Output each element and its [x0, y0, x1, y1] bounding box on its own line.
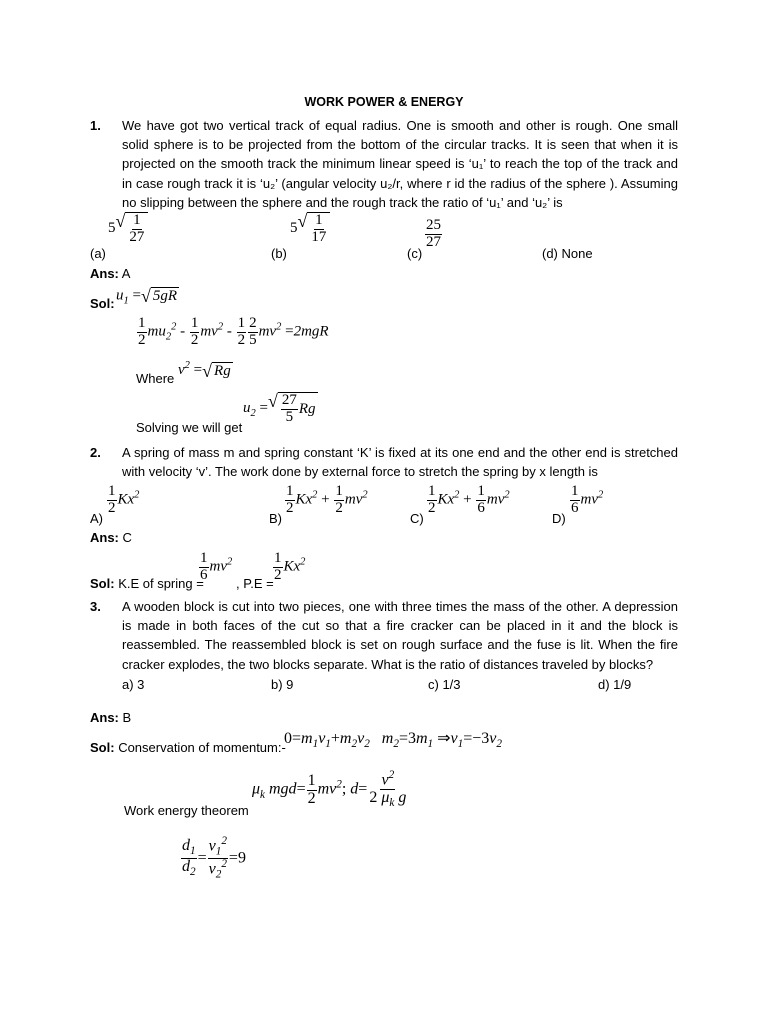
q3-ratio-equation: $\frac{d_1}{d_2}$ = $\frac{v_1^2}{v_2^2}$ =9: [182, 835, 246, 881]
q1-solving-label: Solving we will get: [136, 420, 243, 435]
q3-answer-label: Ans:: [90, 710, 119, 725]
q2-solution-ke-text: K.E of spring =: [118, 576, 204, 591]
q3-solution: [90, 740, 286, 755]
q2-option-b-label: B): [269, 511, 282, 526]
q1-solution-label: Sol:: [90, 296, 115, 311]
q3-option-c: c) 1/3: [428, 677, 461, 692]
q3-work-energy-equation: $\mu_k$ mgd= $\frac{1}{2}$ $mv^2$; d= $\frac{v^2}{2 \mu_k g}$: [252, 769, 407, 810]
q1-option-b-math: 5 √ $\frac{1}{17}$: [290, 212, 330, 246]
q2-option-d-label: D): [552, 511, 566, 526]
q2-solution-pe-text: , P.E =: [236, 576, 274, 591]
q1-option-a-label: (a): [90, 246, 106, 261]
q3-option-d: d) 1/9: [598, 677, 632, 692]
q3-answer-value: B: [122, 710, 132, 725]
q3-work-energy-label: Work energy theorem: [124, 803, 249, 818]
q2-option-a-label: A): [90, 511, 103, 526]
q2-option-c-label: C): [410, 511, 424, 526]
q2-answer: [90, 530, 132, 545]
question-3-text: A wooden block is cut into two pieces, one with three times the mass of the other. A depression is made in both faces of the cut so that a fire cracker can be placed in it and the block is reassembled. The reassembled block is set on rough surface and the fuse is lit. When the fire cracker explodes, the two blocks separate. What is the ratio of distances traveled by blocks?: [122, 599, 678, 672]
q1-solution-eq1: $u_1$ = √ 5gR: [116, 286, 178, 307]
q1-option-a-math: 5 √ $\frac{1}{27}$: [108, 212, 148, 246]
q1-where-label: Where: [136, 371, 175, 386]
q2-solution: [90, 576, 204, 591]
question-1-text: We have got two vertical track of equal radius. One is smooth and other is rough. One small solid sphere is to be projected from the bottom of the circular tracks. It is seen that when it is projected on the smooth track the minimum linear speed is ‘u₁’ to reach the top of the track and in case rough track it is ‘u₂’ (angular velocity u₂/r, where r id the radius of the sphere ). Assuming no slipping between the sphere and the rough track the ratio of ‘u₁’ and ‘u₂’ is: [122, 118, 678, 210]
page-title: WORK POWER & ENERGY: [304, 95, 464, 109]
q1-option-c-label: (c): [407, 246, 423, 261]
q3-solution-label: Sol:: [90, 740, 115, 755]
question-number-2: 2.: [90, 445, 101, 460]
q3-option-b: b) 9: [271, 677, 294, 692]
q2-option-b-math: $\frac{1}{2}$ Kx$^2$ + $\frac{1}{2}$ $mv^2$: [286, 483, 368, 516]
q1-solution-eq3: $v^2$ = √ Rg: [178, 360, 231, 381]
q2-option-d-math: $\frac{1}{6}$ $mv^2$: [571, 483, 604, 516]
q2-solution-ke-math: $\frac{1}{6}$ $mv^2$: [200, 550, 233, 583]
question-2-text: A spring of mass m and spring constant ‘K’ is fixed at its one end and the other end is stretched with velocity ‘v’. The work done by external force to stretch the spring by x length is: [122, 445, 678, 480]
q1-option-d: (d) None: [542, 246, 593, 261]
q1-answer: [90, 266, 130, 281]
q1-answer-label: Ans:: [90, 266, 119, 281]
q1-answer-value: A: [121, 266, 131, 281]
q2-solution-label: Sol:: [90, 576, 115, 591]
question-number-1: 1.: [90, 118, 101, 133]
q1-solution-eq4: $u_2$ = √ $\frac{27}{5}$ Rg: [243, 391, 316, 425]
q2-option-c-math: $\frac{1}{2}$ Kx$^2$ + $\frac{1}{6}$ $mv^2$: [428, 483, 510, 516]
q2-answer-label: Ans:: [90, 530, 119, 545]
q2-answer-value: C: [122, 530, 132, 545]
q3-option-a: a) 3: [122, 677, 145, 692]
q1-option-c-math: $\frac{25}{27}$: [426, 217, 441, 250]
q3-answer: [90, 710, 131, 725]
q2-option-a-math: $\frac{1}{2}$ Kx$^2$: [108, 483, 140, 516]
question-number-3: 3.: [90, 599, 101, 614]
q2-solution-pe-math: $\frac{1}{2}$ Kx$^2$: [274, 550, 306, 583]
q1-solution-eq2: $\frac{1}{2}$ $mu_2^2$ - $\frac{1}{2}$ $mv^2$ - $\frac{1}{2}$ $\frac{2}{5}$ $mv^2 =2mgR$: [138, 315, 329, 348]
q1-option-b-label: (b): [271, 246, 287, 261]
q3-momentum-equation: $0=m_1v_1+m_2v_2$ $m_2=3m_1$ $\Rightarrow v_1=-3v_2$: [284, 730, 502, 751]
q3-solution-text: Conservation of momentum:-: [118, 740, 286, 755]
